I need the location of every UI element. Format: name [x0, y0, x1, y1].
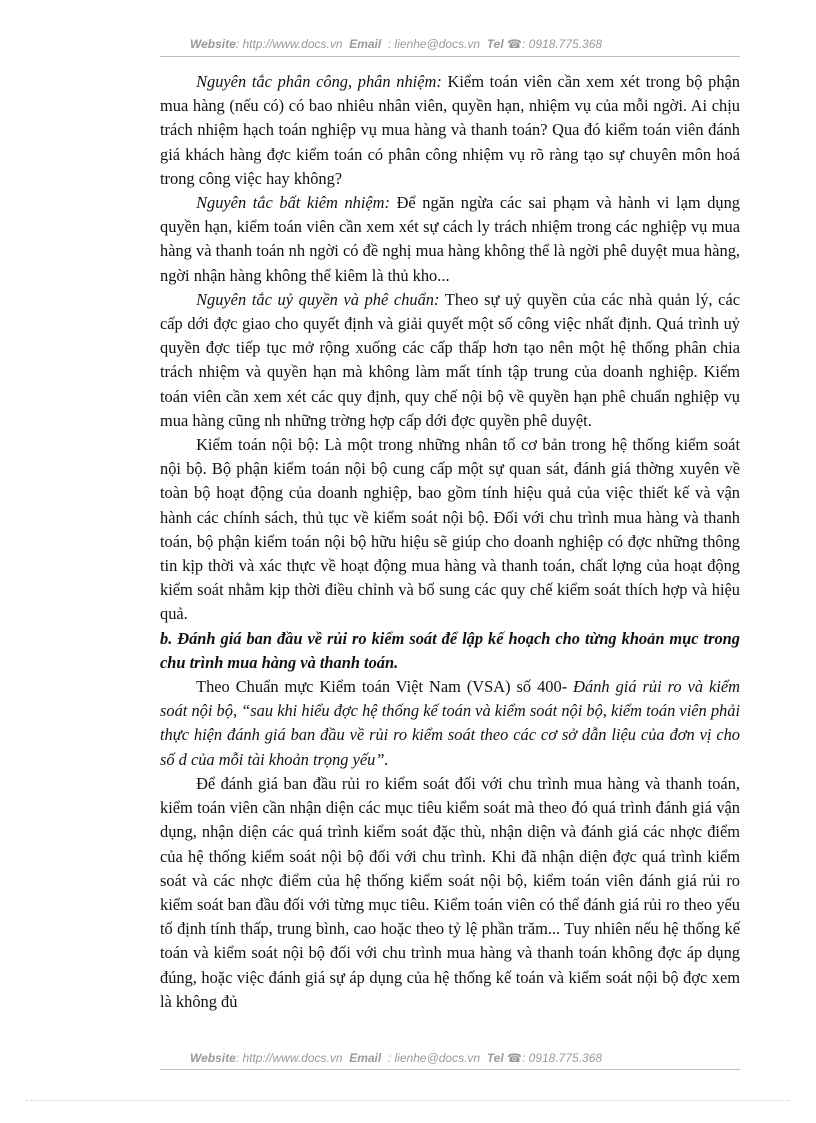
footer-email-label: Email: [349, 1051, 382, 1065]
paragraph-vsa-400: [160, 675, 740, 772]
header-email-label: Email: [349, 37, 382, 51]
page-content: [160, 70, 740, 1014]
phone-icon: ☎: [507, 1051, 522, 1065]
page-footer: [190, 1051, 750, 1069]
footer-website-label: Website: [190, 1051, 236, 1065]
header-tel-value: : 0918.775.368: [521, 37, 603, 51]
section-heading-b: b. Đánh giá ban đầu về rủi ro kiểm soát để lập kế hoạch cho từng khoản mục trong chu trình mua hàng và thanh toán.: [160, 628, 740, 672]
header-email-link[interactable]: : lienhe@docs.vn: [387, 37, 481, 51]
phone-icon: ☎: [507, 37, 522, 51]
footer-website-link[interactable]: : http://www.docs.vn: [235, 1051, 343, 1065]
paragraph-quote: Đánh giá rủi ro và kiểm soát nội bộ, “sau khi hiểu đợc hệ thống kế toán và kiểm soát nội bộ, kiểm toán viên phải thực hiện đánh giá ban đầu về rủi ro kiểm soát theo các cơ sở dẫn liệu của đơn vị cho số d của mỗi tài khoản trọng yếu”.: [160, 677, 740, 769]
paragraph-lead: Nguyên tắc uỷ quyền và phê chuẩn:: [196, 289, 440, 309]
header-website-label: Website: [190, 37, 236, 51]
paragraph-text: Theo Chuẩn mực Kiểm toán Việt Nam (VSA) số 400-: [196, 677, 574, 697]
footer-tel-label: Tel: [486, 1051, 504, 1065]
paragraph-kiem-toan-noi-bo: Kiểm toán nội bộ: Là một trong những nhân tố cơ bản trong hệ thống kiểm soát nội bộ. Bộ phận kiểm toán nội bộ cung cấp một sự quan sát, đánh giá thờng xuyên về toàn bộ hoạt động của doanh nghiệp, bao gồm tính hiệu quả của việc thiết kế và vận hành các chính sách, thủ tục về kiểm soát nội bộ. Đối với chu trình mua hàng và thanh toán, bộ phận kiểm toán nội bộ hữu hiệu sẽ giúp cho doanh nghiệp có đợc những thông tin kịp thời và xác thực về hoạt động mua hàng và thanh toán, chất lợng của hoạt động kiểm soát nhằm kịp thời điều chỉnh và bổ sung các quy chế kiểm soát thích hợp và hiệu quả.: [160, 435, 740, 624]
page-header: [190, 37, 750, 55]
paragraph-bat-kiem-nhiem: [160, 191, 740, 288]
paragraph-phan-cong: [160, 70, 740, 191]
paragraph-danh-gia-ban-dau: Để đánh giá ban đầu rủi ro kiểm soát đối với chu trình mua hàng và thanh toán, kiểm toán viên cần nhận diện các mục tiêu kiểm soát mà theo đó quá trình đánh giá vận dụng, nhận diện các quá trình kiểm soát đặc thù, nhận diện và đánh giá các nhợc điểm của hệ thống kiểm soát nội bộ đối với chu trình. Khi đã nhận diện đợc quá trình kiểm soát và các nhợc điểm của hệ thống kiểm soát nội bộ, kiểm toán viên đánh giá rủi ro kiểm soát ban đầu đối với từng mục tiêu. Kiểm toán viên có thể đánh giá rủi ro theo yếu tố định tính thấp, trung bình, cao hoặc theo tỷ lệ phần trăm... Tuy nhiên nếu hệ thống kế toán và kiểm soát nội bộ đối với chu trình mua hàng và thanh toán không đợc áp dụng đúng, hoặc việc đánh giá sự áp dụng của hệ thống kế toán và kiểm soát nội bộ đợc xem là không đủ: [160, 773, 740, 1011]
page-bottom-dotted-line: [26, 1100, 790, 1101]
paragraph-text: Theo sự uỷ quyền của các nhà quản lý, các cấp dới đợc giao cho quyết định và giải quyết một số công việc nhất định. Quá trình uỷ quyền đợc tiếp tục mở rộng xuống các cấp thấp hơn tạo nên một hệ thống phân chia trách nhiệm và quyền hạn mà không làm mất tính tập trung của doanh nghiệp. Kiểm toán viên cần xem xét các quy định, quy chế nội bộ về quyền hạn phê chuẩn nghiệp vụ mua hàng cũng nh những trờng hợp cấp dới đợc quyền phê duyệt.: [160, 289, 741, 430]
paragraph-text: Kiểm toán viên cần xem xét trong bộ phận mua hàng (nếu có) có bao nhiêu nhân viên, quyền hạn, nhiệm vụ của mỗi ngời. Ai chịu trách nhiệm hạch toán nghiệp vụ mua hàng và thanh toán? Qua đó kiểm toán viên đánh giá khách hàng đợc kiểm toán có phân công nhiệm vụ rõ ràng tạo sự chuyên môn hoá trong công việc hay không?: [160, 72, 740, 188]
paragraph-text: Để ngăn ngừa các sai phạm và hành vi lạm dụng quyền hạn, kiểm toán viên cần xem xét sự cách ly trách nhiệm trong các nghiệp vụ mua hàng và thanh toán nh ngời có đề nghị mua hàng không thể là ngời phê duyệt mua hàng, ngời nhận hàng không thể kiêm là thủ kho...: [160, 193, 741, 285]
header-website-link[interactable]: : http://www.docs.vn: [235, 37, 343, 51]
header-rule: [160, 56, 740, 57]
paragraph-lead: Nguyên tắc phân công, phân nhiệm:: [196, 72, 442, 91]
paragraph-uy-quyen: [160, 288, 740, 433]
paragraph-lead: Nguyên tắc bất kiêm nhiệm:: [196, 193, 390, 213]
footer-rule: [160, 1069, 740, 1070]
footer-tel-value: : 0918.775.368: [521, 1051, 603, 1065]
footer-email-link[interactable]: : lienhe@docs.vn: [387, 1051, 481, 1065]
header-tel-label: Tel: [486, 37, 504, 51]
